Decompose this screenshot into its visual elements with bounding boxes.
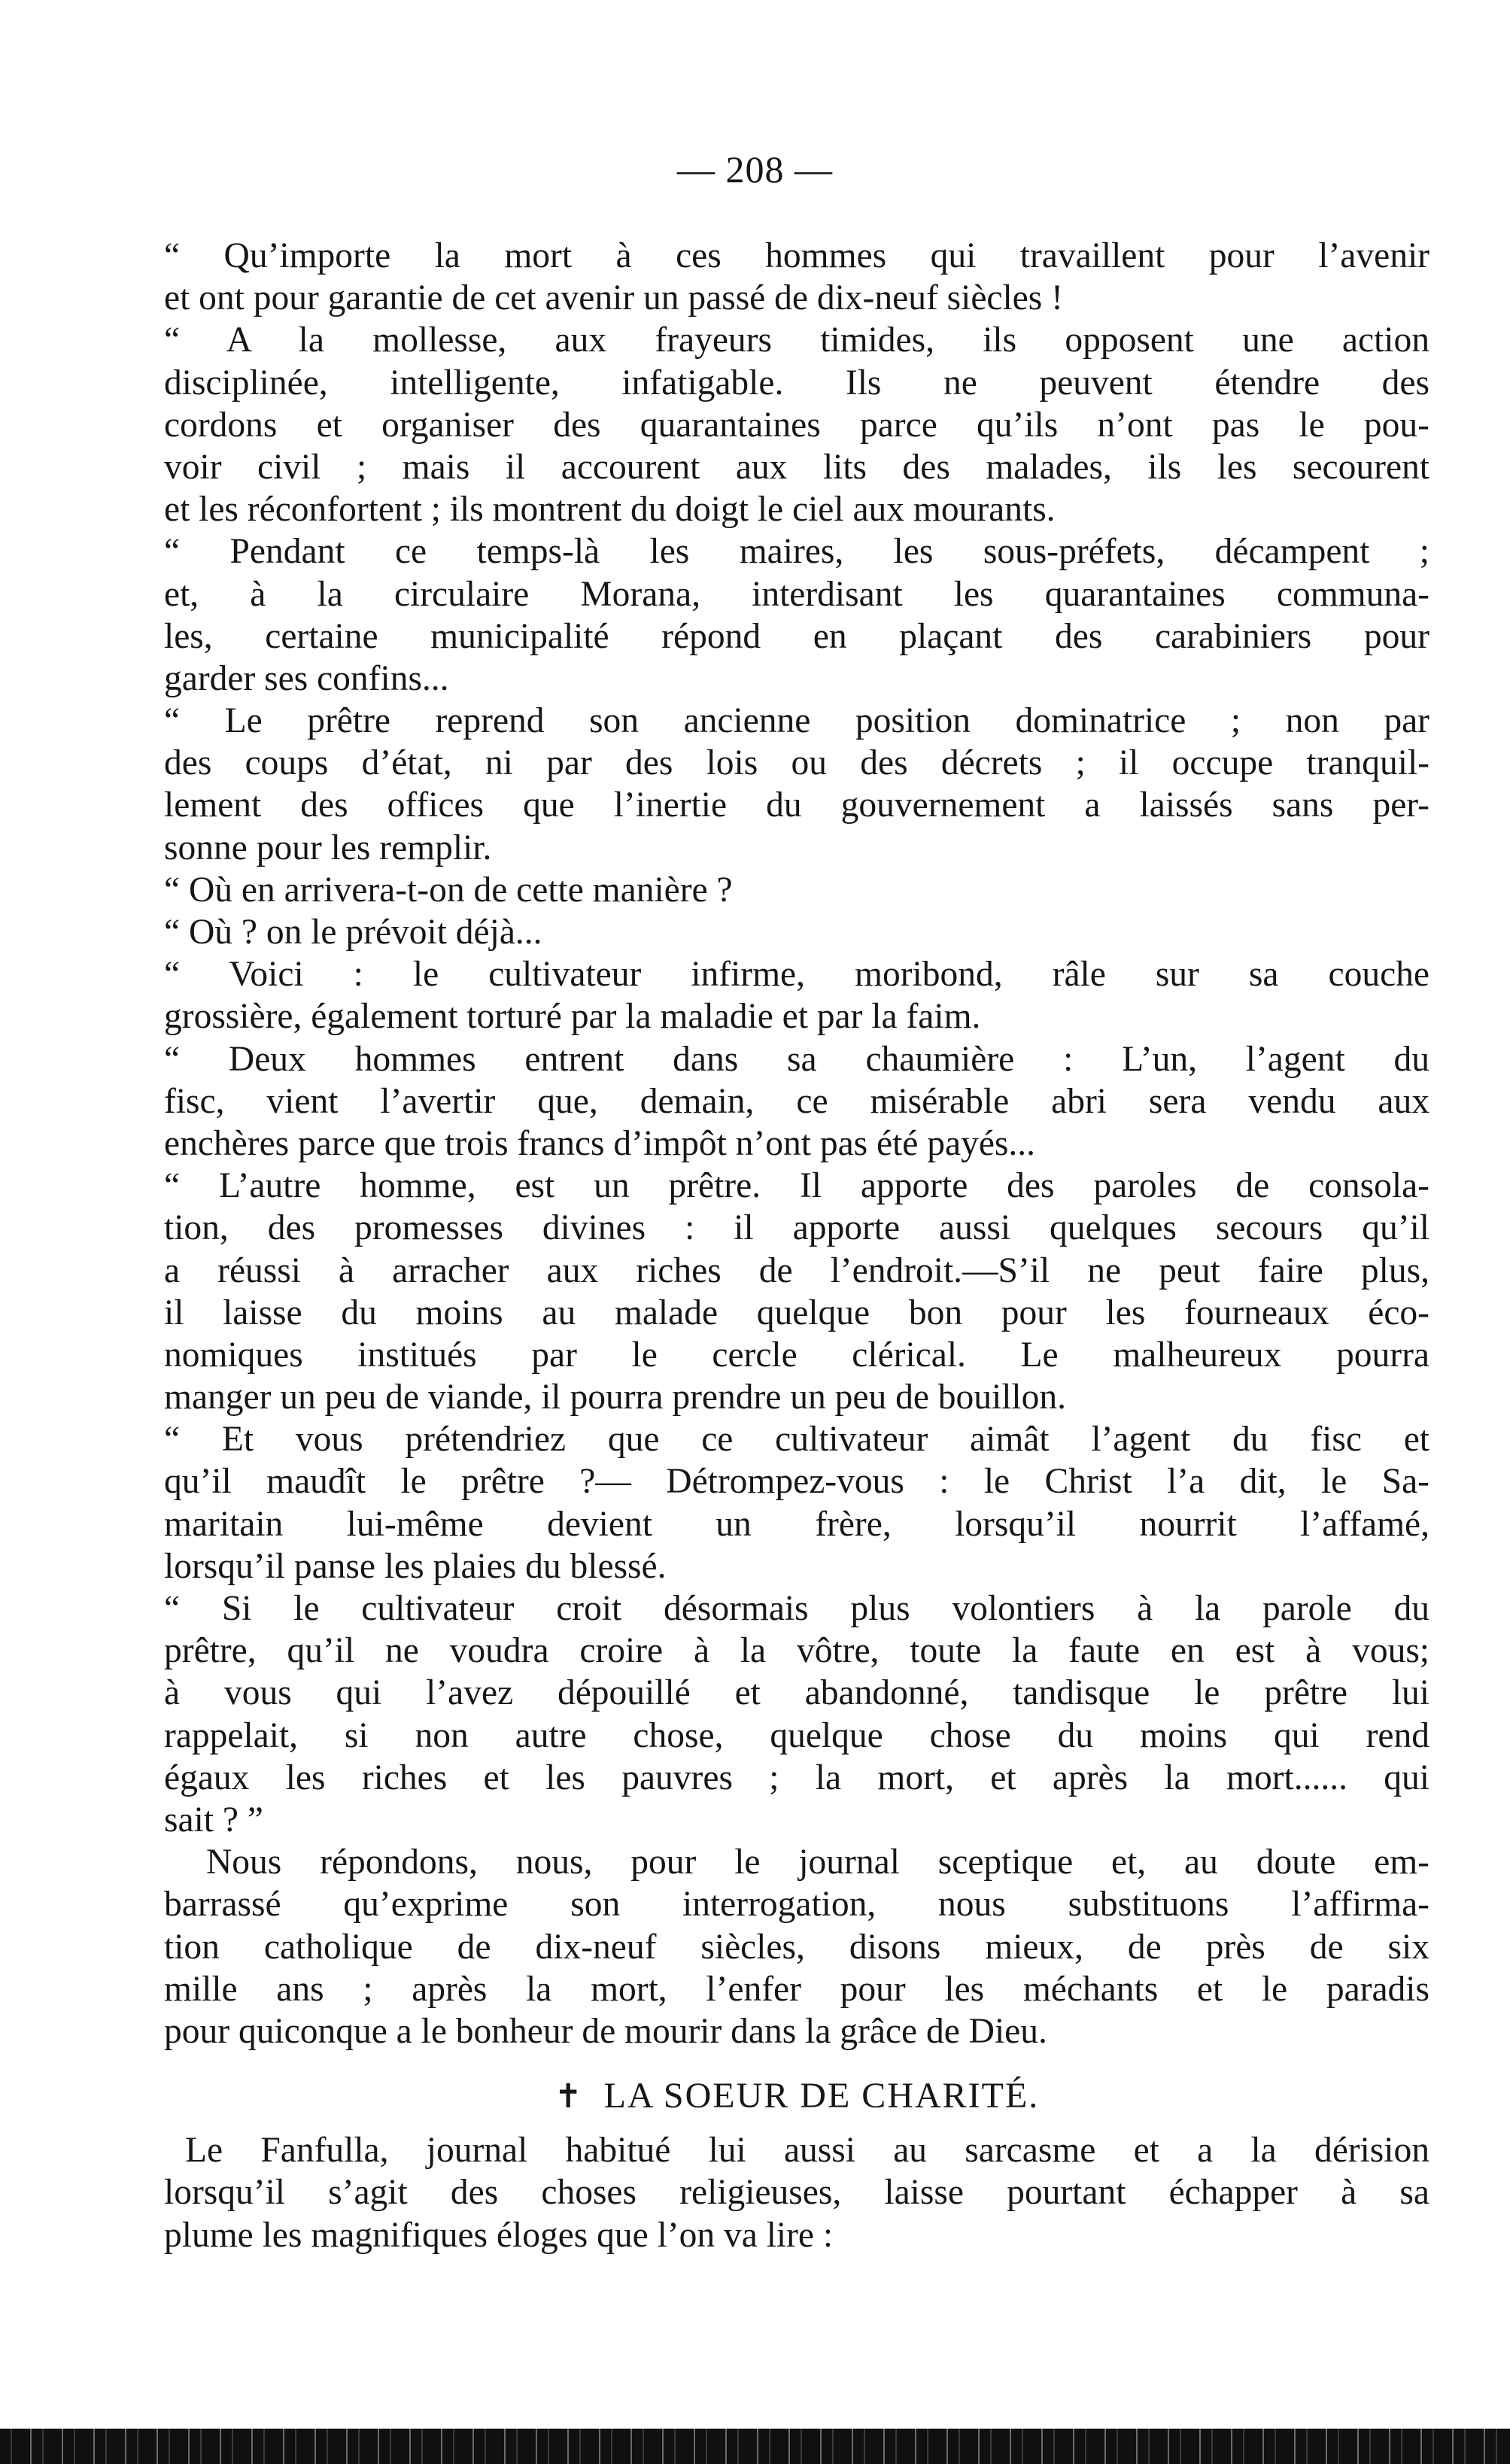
text-line: qu’il maudît le prêtre ?— Détrompez-vous : le Christ l’a dit, le Sa-	[164, 1462, 1429, 1502]
text-line: pour quiconque a le bonheur de mourir dans la grâce de Dieu.	[164, 2011, 1047, 2051]
text-line: fisc, vient l’avertir que, demain, ce misérable abri sera vendu aux	[164, 1081, 1429, 1121]
text-line: cordons et organiser des quarantaines parce qu’ils n’ont pas le pou-	[164, 405, 1429, 445]
text-line: lorsqu’il s’agit des choses religieuses, laisse pourtant échapper à sa	[164, 2173, 1429, 2213]
text-line: “ Où en arrivera-t-on de cette manière ?	[164, 870, 733, 910]
text-line: “ Deux hommes entrent dans sa chaumière : L’un, l’agent du	[164, 1039, 1429, 1079]
text-line: tion catholique de dix-neuf siècles, disons mieux, de près de six	[164, 1927, 1429, 1967]
text-line: grossière, également torturé par la maladie et par la faim.	[164, 997, 981, 1037]
text-line: plume les magnifiques éloges que l’on va lire :	[164, 2215, 834, 2255]
text-line: égaux les riches et les pauvres ; la mort, et après la mort...... qui	[164, 1758, 1429, 1797]
cross-icon: ✝	[554, 2078, 583, 2116]
text-line: sonne pour les remplir.	[164, 828, 492, 867]
section-title: LA SOEUR DE CHARITÉ.	[603, 2076, 1040, 2116]
text-line: les, certaine municipalité répond en plaçant des carabiniers pour	[164, 616, 1429, 656]
text-line: nomiques institués par le cercle clérical. Le malheureux pourra	[164, 1335, 1429, 1375]
text-line: et ont pour garantie de cet avenir un passé de dix-neuf siècles !	[164, 278, 1063, 318]
text-line: enchères parce que trois francs d’impôt n’ont pas été payés...	[164, 1123, 1036, 1163]
text-line: rappelait, si non autre chose, quelque chose du moins qui rend	[164, 1715, 1429, 1755]
main-paragraphs	[164, 235, 1429, 2052]
text-line: voir civil ; mais il accourent aux lits des malades, ils les secourent	[164, 447, 1429, 487]
text-line: “ Et vous prétendriez que ce cultivateur aimât l’agent du fisc et	[164, 1420, 1429, 1460]
text-line: et, à la circulaire Morana, interdisant les quarantaines communa-	[164, 574, 1429, 614]
text-line: sait ? ”	[164, 1800, 263, 1840]
text-line: lorsqu’il panse les plaies du blessé.	[164, 1546, 667, 1586]
scan-edge-bar	[0, 2429, 1510, 2464]
text-line: “ Qu’importe la mort à ces hommes qui travaillent pour l’avenir	[164, 236, 1429, 275]
text-line: mille ans ; après la mort, l’enfer pour les méchants et le paradis	[164, 1969, 1429, 2009]
text-line: des coups d’état, ni par des lois ou des décrets ; il occupe tranquil-	[164, 743, 1429, 783]
text-line: il laisse du moins au malade quelque bon pour les fourneaux éco-	[164, 1293, 1429, 1332]
text-line: à vous qui l’avez dépouillé et abandonné, tandisque le prêtre lui	[164, 1673, 1429, 1713]
text-line: lement des offices que l’inertie du gouvernement a laissés sans per-	[164, 785, 1429, 825]
text-line: maritain lui-même devient un frère, lorsqu’il nourrit l’affamé,	[164, 1504, 1429, 1544]
text-line: a réussi à arracher aux riches de l’endroit.—S’il ne peut faire plus,	[164, 1250, 1429, 1290]
text-line: manger un peu de viande, il pourra prendre un peu de bouillon.	[164, 1378, 1067, 1417]
text-line: “ Voici : le cultivateur infirme, moribond, râle sur sa couche	[164, 955, 1429, 995]
text-line: barrassé qu’exprime son interrogation, nous substituons l’affirma-	[164, 1885, 1429, 1925]
text-line: Le Fanfulla, journal habitué lui aussi au sarcasme et a la dérision	[185, 2131, 1429, 2171]
text-line: garder ses confins...	[164, 658, 449, 698]
text-line: “ Le prêtre reprend son ancienne position dominatrice ; non par	[164, 701, 1429, 741]
text-line: “ Si le cultivateur croit désormais plus volontiers à la parole du	[164, 1589, 1429, 1628]
text-line: Nous répondons, nous, pour le journal sceptique et, au doute em-	[206, 1843, 1429, 1882]
page-number: — 208 —	[677, 148, 833, 190]
text-line: tion, des promesses divines : il apporte aussi quelques secours qu’il	[164, 1208, 1429, 1248]
text-line: disciplinée, intelligente, infatigable. Ils ne peuvent étendre des	[164, 363, 1429, 403]
closing-paragraph	[164, 2129, 1429, 2256]
text-line: prêtre, qu’il ne voudra croire à la vôtre, toute la faute en est à vous;	[164, 1631, 1429, 1671]
text-line: et les réconfortent ; ils montrent du doigt le ciel aux mourants.	[164, 490, 1056, 530]
body-text	[164, 235, 1429, 2256]
text-line: “ Où ? on le prévoit déjà...	[164, 913, 542, 952]
text-line: “ Pendant ce temps-là les maires, les sous-préfets, décampent ;	[164, 532, 1429, 572]
text-line: “ A la mollesse, aux frayeurs timides, ils opposent une action	[164, 321, 1429, 360]
section-heading	[164, 2075, 1429, 2117]
text-line: “ L’autre homme, est un prêtre. Il apporte des paroles de consola-	[164, 1166, 1429, 1206]
